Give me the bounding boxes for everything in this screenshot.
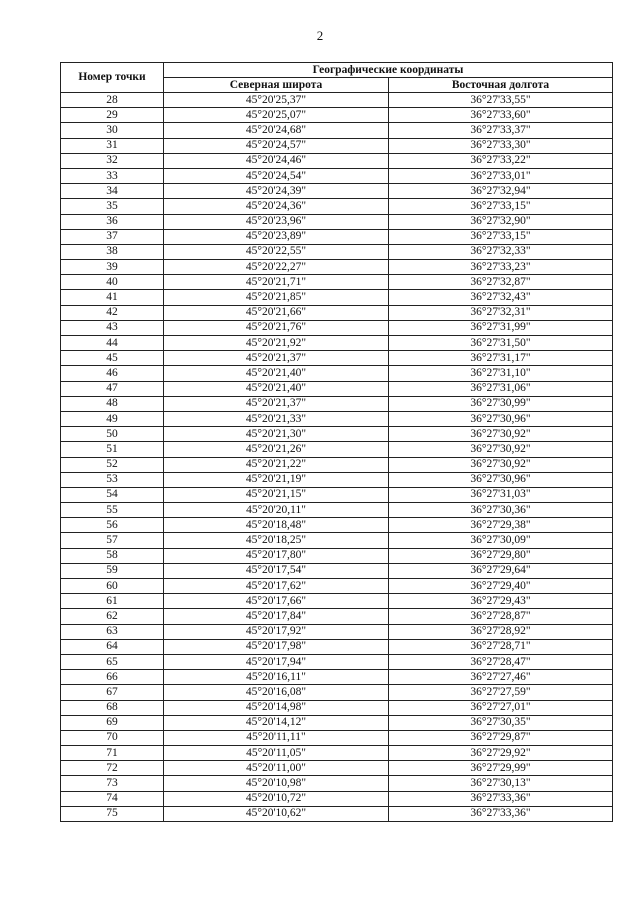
point-number-cell: 62 — [61, 609, 164, 624]
longitude-cell: 36°27'29,40" — [389, 579, 613, 594]
latitude-cell: 45°20'10,98" — [164, 776, 389, 791]
table-row — [61, 260, 613, 275]
latitude-cell: 45°20'17,80" — [164, 548, 389, 563]
point-number-cell: 34 — [61, 184, 164, 199]
latitude-cell: 45°20'17,84" — [164, 609, 389, 624]
latitude-cell: 45°20'21,76" — [164, 320, 389, 335]
point-number-cell: 61 — [61, 594, 164, 609]
longitude-cell: 36°27'30,36" — [389, 503, 613, 518]
point-number-cell: 49 — [61, 411, 164, 426]
point-number-cell: 31 — [61, 138, 164, 153]
longitude-cell: 36°27'31,03" — [389, 487, 613, 502]
table-row — [61, 624, 613, 639]
longitude-cell: 36°27'27,46" — [389, 670, 613, 685]
table-row — [61, 381, 613, 396]
latitude-cell: 45°20'20,11" — [164, 503, 389, 518]
point-number-cell: 33 — [61, 168, 164, 183]
latitude-cell: 45°20'21,37" — [164, 351, 389, 366]
longitude-cell: 36°27'32,87" — [389, 275, 613, 290]
table-row — [61, 503, 613, 518]
point-number-cell: 71 — [61, 746, 164, 761]
latitude-cell: 45°20'23,96" — [164, 214, 389, 229]
latitude-cell: 45°20'21,33" — [164, 411, 389, 426]
table-row — [61, 123, 613, 138]
longitude-cell: 36°27'32,33" — [389, 244, 613, 259]
point-number-cell: 41 — [61, 290, 164, 305]
table-row — [61, 457, 613, 472]
latitude-cell: 45°20'21,40" — [164, 381, 389, 396]
point-number-cell: 47 — [61, 381, 164, 396]
table-row — [61, 654, 613, 669]
latitude-cell: 45°20'18,48" — [164, 518, 389, 533]
table-row — [61, 153, 613, 168]
latitude-cell: 45°20'17,92" — [164, 624, 389, 639]
latitude-cell: 45°20'11,00" — [164, 761, 389, 776]
table-row — [61, 275, 613, 290]
longitude-cell: 36°27'29,43" — [389, 594, 613, 609]
table-row — [61, 639, 613, 654]
header-point-number: Номер точки — [61, 63, 164, 93]
longitude-cell: 36°27'31,17" — [389, 351, 613, 366]
longitude-cell: 36°27'31,50" — [389, 336, 613, 351]
point-number-cell: 28 — [61, 93, 164, 108]
table-row — [61, 290, 613, 305]
table-row — [61, 305, 613, 320]
point-number-cell: 46 — [61, 366, 164, 381]
table-row — [61, 700, 613, 715]
longitude-cell: 36°27'29,87" — [389, 730, 613, 745]
latitude-cell: 45°20'11,05" — [164, 746, 389, 761]
point-number-cell: 68 — [61, 700, 164, 715]
latitude-cell: 45°20'24,36" — [164, 199, 389, 214]
table-row — [61, 366, 613, 381]
table-row — [61, 579, 613, 594]
table-row — [61, 761, 613, 776]
point-number-cell: 55 — [61, 503, 164, 518]
latitude-cell: 45°20'25,37" — [164, 93, 389, 108]
longitude-cell: 36°27'30,92" — [389, 457, 613, 472]
point-number-cell: 59 — [61, 563, 164, 578]
point-number-cell: 35 — [61, 199, 164, 214]
latitude-cell: 45°20'18,25" — [164, 533, 389, 548]
longitude-cell: 36°27'29,64" — [389, 563, 613, 578]
point-number-cell: 53 — [61, 472, 164, 487]
latitude-cell: 45°20'24,54" — [164, 168, 389, 183]
latitude-cell: 45°20'14,98" — [164, 700, 389, 715]
table-row — [61, 487, 613, 502]
table-row — [61, 168, 613, 183]
latitude-cell: 45°20'14,12" — [164, 715, 389, 730]
longitude-cell: 36°27'32,43" — [389, 290, 613, 305]
point-number-cell: 51 — [61, 442, 164, 457]
longitude-cell: 36°27'28,71" — [389, 639, 613, 654]
point-number-cell: 32 — [61, 153, 164, 168]
latitude-cell: 45°20'24,46" — [164, 153, 389, 168]
latitude-cell: 45°20'17,98" — [164, 639, 389, 654]
table-row — [61, 670, 613, 685]
header-geographic-coordinates: Географические координаты — [164, 63, 613, 78]
latitude-cell: 45°20'16,08" — [164, 685, 389, 700]
table-row — [61, 806, 613, 821]
longitude-cell: 36°27'28,47" — [389, 654, 613, 669]
header-east-longitude: Восточная долгота — [389, 78, 613, 93]
longitude-cell: 36°27'29,92" — [389, 746, 613, 761]
point-number-cell: 45 — [61, 351, 164, 366]
latitude-cell: 45°20'22,27" — [164, 260, 389, 275]
latitude-cell: 45°20'21,37" — [164, 396, 389, 411]
table-row — [61, 746, 613, 761]
longitude-cell: 36°27'33,30" — [389, 138, 613, 153]
point-number-cell: 30 — [61, 123, 164, 138]
table-row — [61, 229, 613, 244]
longitude-cell: 36°27'29,99" — [389, 761, 613, 776]
longitude-cell: 36°27'30,99" — [389, 396, 613, 411]
longitude-cell: 36°27'33,15" — [389, 229, 613, 244]
table-row — [61, 563, 613, 578]
point-number-cell: 72 — [61, 761, 164, 776]
table-row — [61, 138, 613, 153]
table-row — [61, 199, 613, 214]
latitude-cell: 45°20'21,26" — [164, 442, 389, 457]
table-row — [61, 594, 613, 609]
point-number-cell: 67 — [61, 685, 164, 700]
longitude-cell: 36°27'33,15" — [389, 199, 613, 214]
longitude-cell: 36°27'30,09" — [389, 533, 613, 548]
latitude-cell: 45°20'21,92" — [164, 336, 389, 351]
longitude-cell: 36°27'33,36" — [389, 791, 613, 806]
table-row — [61, 244, 613, 259]
point-number-cell: 56 — [61, 518, 164, 533]
point-number-cell: 65 — [61, 654, 164, 669]
point-number-cell: 60 — [61, 579, 164, 594]
latitude-cell: 45°20'21,30" — [164, 427, 389, 442]
point-number-cell: 40 — [61, 275, 164, 290]
latitude-cell: 45°20'17,94" — [164, 654, 389, 669]
longitude-cell: 36°27'30,92" — [389, 427, 613, 442]
longitude-cell: 36°27'28,92" — [389, 624, 613, 639]
table-row — [61, 472, 613, 487]
table-header — [61, 63, 613, 93]
table-row — [61, 396, 613, 411]
latitude-cell: 45°20'21,19" — [164, 472, 389, 487]
table-row — [61, 548, 613, 563]
point-number-cell: 74 — [61, 791, 164, 806]
table-row — [61, 336, 613, 351]
longitude-cell: 36°27'32,31" — [389, 305, 613, 320]
point-number-cell: 73 — [61, 776, 164, 791]
point-number-cell: 58 — [61, 548, 164, 563]
table-row — [61, 776, 613, 791]
table-row — [61, 427, 613, 442]
longitude-cell: 36°27'33,22" — [389, 153, 613, 168]
table-row — [61, 108, 613, 123]
point-number-cell: 48 — [61, 396, 164, 411]
table-row — [61, 533, 613, 548]
page-number: 2 — [316, 28, 324, 43]
latitude-cell: 45°20'10,62" — [164, 806, 389, 821]
point-number-cell: 37 — [61, 229, 164, 244]
longitude-cell: 36°27'31,10" — [389, 366, 613, 381]
longitude-cell: 36°27'33,36" — [389, 806, 613, 821]
point-number-cell: 29 — [61, 108, 164, 123]
longitude-cell: 36°27'33,37" — [389, 123, 613, 138]
table-row — [61, 320, 613, 335]
point-number-cell: 36 — [61, 214, 164, 229]
longitude-cell: 36°27'30,13" — [389, 776, 613, 791]
longitude-cell: 36°27'30,92" — [389, 442, 613, 457]
point-number-cell: 42 — [61, 305, 164, 320]
point-number-cell: 70 — [61, 730, 164, 745]
table-row — [61, 351, 613, 366]
table-row — [61, 214, 613, 229]
coordinates-table — [60, 62, 613, 822]
table-row — [61, 411, 613, 426]
table-body — [61, 93, 613, 822]
latitude-cell: 45°20'16,11" — [164, 670, 389, 685]
point-number-cell: 38 — [61, 244, 164, 259]
longitude-cell: 36°27'29,80" — [389, 548, 613, 563]
table-row — [61, 93, 613, 108]
point-number-cell: 57 — [61, 533, 164, 548]
point-number-cell: 39 — [61, 260, 164, 275]
table-row — [61, 791, 613, 806]
point-number-cell: 44 — [61, 336, 164, 351]
point-number-cell: 63 — [61, 624, 164, 639]
longitude-cell: 36°27'33,01" — [389, 168, 613, 183]
latitude-cell: 45°20'24,57" — [164, 138, 389, 153]
table-row — [61, 685, 613, 700]
latitude-cell: 45°20'22,55" — [164, 244, 389, 259]
table-row — [61, 609, 613, 624]
latitude-cell: 45°20'17,62" — [164, 579, 389, 594]
longitude-cell: 36°27'30,96" — [389, 472, 613, 487]
latitude-cell: 45°20'17,66" — [164, 594, 389, 609]
table-row — [61, 715, 613, 730]
point-number-cell: 52 — [61, 457, 164, 472]
latitude-cell: 45°20'21,66" — [164, 305, 389, 320]
longitude-cell: 36°27'32,90" — [389, 214, 613, 229]
latitude-cell: 45°20'23,89" — [164, 229, 389, 244]
longitude-cell: 36°27'31,99" — [389, 320, 613, 335]
latitude-cell: 45°20'24,39" — [164, 184, 389, 199]
latitude-cell: 45°20'21,22" — [164, 457, 389, 472]
point-number-cell: 50 — [61, 427, 164, 442]
table-row — [61, 518, 613, 533]
latitude-cell: 45°20'21,71" — [164, 275, 389, 290]
longitude-cell: 36°27'30,96" — [389, 411, 613, 426]
table-row — [61, 184, 613, 199]
point-number-cell: 54 — [61, 487, 164, 502]
table-row — [61, 442, 613, 457]
point-number-cell: 64 — [61, 639, 164, 654]
latitude-cell: 45°20'11,11" — [164, 730, 389, 745]
latitude-cell: 45°20'10,72" — [164, 791, 389, 806]
longitude-cell: 36°27'29,38" — [389, 518, 613, 533]
longitude-cell: 36°27'33,55" — [389, 93, 613, 108]
longitude-cell: 36°27'27,59" — [389, 685, 613, 700]
point-number-cell: 69 — [61, 715, 164, 730]
point-number-cell: 66 — [61, 670, 164, 685]
header-north-latitude: Северная широта — [164, 78, 389, 93]
point-number-cell: 75 — [61, 806, 164, 821]
latitude-cell: 45°20'21,85" — [164, 290, 389, 305]
latitude-cell: 45°20'21,15" — [164, 487, 389, 502]
longitude-cell: 36°27'27,01" — [389, 700, 613, 715]
longitude-cell: 36°27'30,35" — [389, 715, 613, 730]
latitude-cell: 45°20'17,54" — [164, 563, 389, 578]
longitude-cell: 36°27'32,94" — [389, 184, 613, 199]
point-number-cell: 43 — [61, 320, 164, 335]
latitude-cell: 45°20'21,40" — [164, 366, 389, 381]
longitude-cell: 36°27'33,23" — [389, 260, 613, 275]
table-row — [61, 730, 613, 745]
longitude-cell: 36°27'31,06" — [389, 381, 613, 396]
longitude-cell: 36°27'28,87" — [389, 609, 613, 624]
latitude-cell: 45°20'24,68" — [164, 123, 389, 138]
longitude-cell: 36°27'33,60" — [389, 108, 613, 123]
latitude-cell: 45°20'25,07" — [164, 108, 389, 123]
